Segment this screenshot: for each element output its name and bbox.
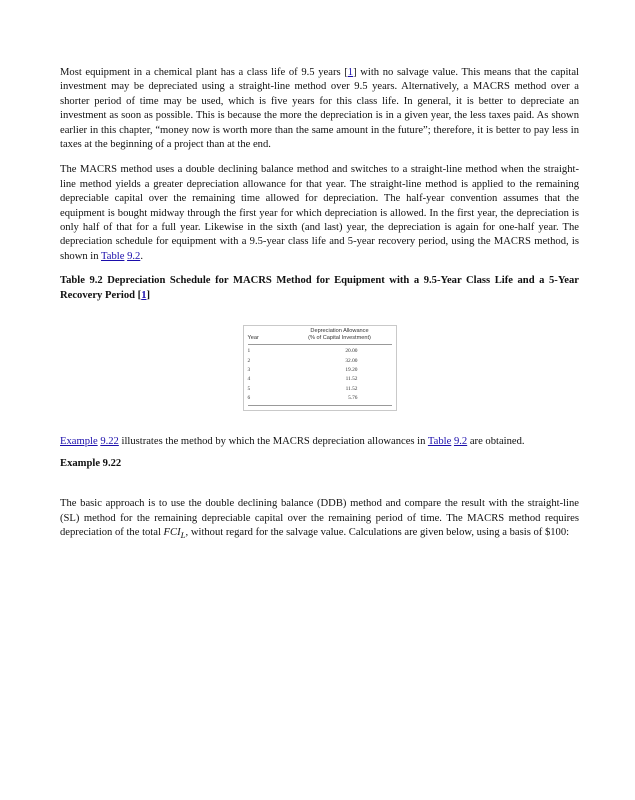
table-link[interactable]: Table xyxy=(427,435,452,447)
table-bottom-rule xyxy=(248,405,392,406)
table-row xyxy=(248,366,392,375)
table-row xyxy=(248,357,392,366)
document-page xyxy=(60,66,579,553)
table-row xyxy=(248,347,392,356)
example-link[interactable]: Example xyxy=(60,435,98,447)
table-row xyxy=(248,375,392,384)
cell-allowance: 11.52 xyxy=(345,376,358,383)
example-title: Example 9.22 xyxy=(60,457,122,469)
paragraph-basic-approach: The basic approach is to use the double declining balance (DDB) method and compare the result with the straight-line (SL) method for the remaining depreciable capital over the remaining period of time. The MACRS method requires depreciation of the total $FCI_L$, without regard for the salvage value. Calculations are given below, using a basis of $100: xyxy=(60,498,579,541)
cell-year: 2 xyxy=(247,357,251,364)
paragraph-macrs-method: The MACRS method uses a double declining balance method and switches to a straight-line method when the straight-line method yields a greater depreciation allowance for that year. The straight-line method is applied to the remaining depreciable capital over the remaining time allowed for depreciation. The half-year convention assumes that the equipment is bought midway through the first year for which depreciation is allowed. In the first year, the depreciation is only half of that for a full year. Likewise in the sixth (and last) year, the depreciation is again for one-half year. The depreciation schedule for equipment with a 9.5-year class life and 5-year recovery period, using the MACRS method, is shown in Table 9.2. xyxy=(60,164,579,262)
table-header xyxy=(248,328,392,345)
table-number-link[interactable]: 9.2 xyxy=(127,250,141,262)
example-number-link[interactable]: 9.22 xyxy=(100,435,119,447)
header-year: Year xyxy=(247,335,259,342)
table-row xyxy=(248,385,392,394)
cell-allowance: 19.20 xyxy=(345,366,358,373)
header-allowance: Depreciation Allowance (% of Capital Investment) xyxy=(308,328,371,342)
table-caption: Table 9.2 Depreciation Schedule for MACRS Method for Equipment with a 9.5-Year Class Life and a 5-Year Recovery Period [1] xyxy=(60,275,579,301)
cell-year: 5 xyxy=(247,385,251,392)
reference-link[interactable]: 1 xyxy=(141,289,147,301)
cell-year: 6 xyxy=(247,395,251,402)
depreciation-table xyxy=(243,325,397,410)
paragraph-class-life: Most equipment in a chemical plant has a class life of 9.5 years [1] with no salvage value. This means that the capital investment may be depreciated using a straight-line method over 9.5 years. Alternatively, a MACRS method over a shorter period of time may be used, which is five years for this class life. In general, it is better to depreciate an investment as soon as possible. This is because the more the depreciation is in a given year, the less taxes paid. As shown earlier in this chapter, “money now is worth more than the same amount in the future”; therefore, it is better to pay less in taxes at the beginning of a project than at the end. xyxy=(60,67,579,151)
cell-allowance: 11.52 xyxy=(345,385,358,392)
table-row xyxy=(248,394,392,403)
table-figure xyxy=(60,325,579,410)
reference-link[interactable]: 1 xyxy=(347,67,354,78)
cell-year: 4 xyxy=(247,376,251,383)
cell-year: 1 xyxy=(247,348,251,355)
table-number-link[interactable]: 9.2 xyxy=(453,435,468,447)
paragraph-example-intro: Example 9.22 illustrates the method by which the MACRS depreciation allowances in Table 9.2 are obtained. xyxy=(60,435,525,447)
cell-allowance: 20.00 xyxy=(345,348,358,355)
cell-year: 3 xyxy=(247,366,251,373)
cell-allowance: 32.00 xyxy=(345,357,358,364)
table-link[interactable]: Table xyxy=(101,250,125,262)
table-body xyxy=(248,347,392,403)
math-fci: $FCI_L$ xyxy=(163,527,186,541)
cell-allowance: 5.76 xyxy=(348,395,358,402)
